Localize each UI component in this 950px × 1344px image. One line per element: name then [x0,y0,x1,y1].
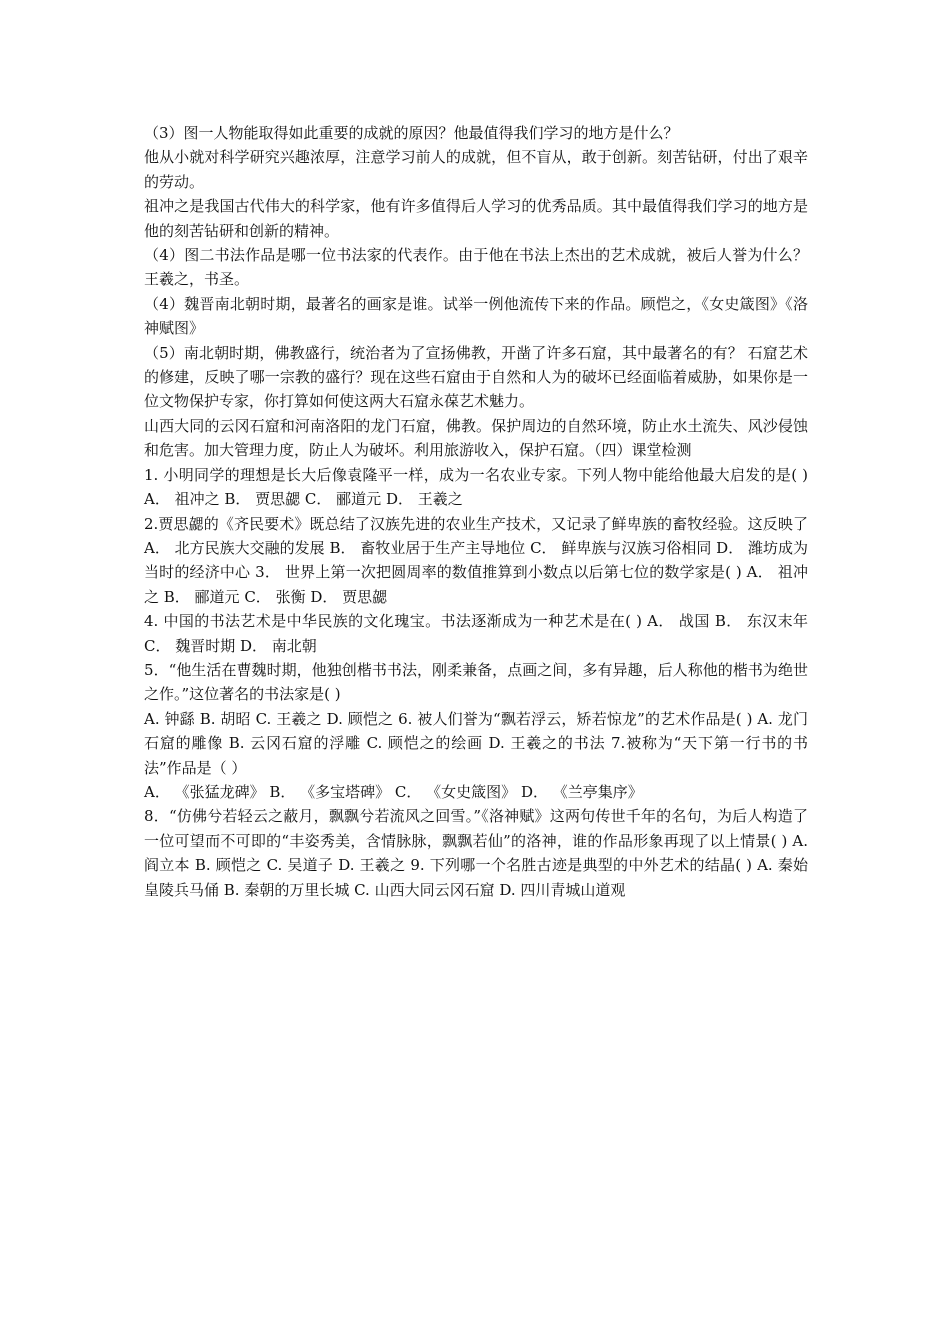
quiz-item-1: 1. 小明同学的理想是长大后像袁隆平一样，成为一名农业专家。下列人物中能给他最大启发的是( ) A． 祖冲之 B． 贾思勰 C． 郦道元 D． 王羲之 [144,465,808,509]
question-4-painter: （4）魏晋南北朝时期，最著名的画家是谁。试举一例他流传下来的作品。顾恺之，《女史箴图》《洛神赋图》 [144,294,808,338]
answer-3-lesson: 祖冲之是我国古代伟大的科学家，他有许多值得后人学习的优秀品质。其中最值得我们学习的地方是他的刻苦钻研和创新的精神。 [144,197,808,240]
quiz-item-7-options: A． 《张猛龙碑》 B． 《多宝塔碑》 C． 《女史箴图》 D． 《兰亭集序》 [144,782,643,801]
answer-5-grottoes: 山西大同的云冈石窟和河南洛阳的龙门石窟，佛教。保护周边的自然环境，防止水土流失、风沙侵蚀和危害。加大管理力度，防止人为破坏。利用旅游收入，保护石窟。（四）课堂检测 [144,416,808,460]
quiz-item-5-6-7: A. 钟繇 B. 胡昭 C. 王羲之 D. 顾恺之 6. 被人们誉为“飘若浮云，矫若惊龙”的艺术作品是( ) A. 龙门石窟的雕像 B. 云冈石窟的浮雕 C. 顾恺之的绘画 D. 王羲之的书法 7.被称为“天下第一行书的书法”作品是（ ） [144,709,808,777]
question-3: （3）图一人物能取得如此重要的成就的原因？他最值得我们学习的地方是什么？ [144,124,679,142]
answer-3-reason: 他从小就对科学研究兴趣浓厚，注意学习前人的成就，但不盲从，敢于创新。刻苦钻研，付出了艰辛的劳动。 [144,148,808,191]
question-4-calligraphy: （4）图二书法作品是哪一位书法家的代表作。由于他在书法上杰出的艺术成就，被后人誉为什么？ 王羲之，书圣。 [144,246,808,289]
document-body [144,121,808,902]
question-5-grottoes: （5）南北朝时期，佛教盛行，统治者为了宣扬佛教，开凿了许多石窟，其中最著名的有？ 石窟艺术的修建，反映了哪一宗教的盛行？现在这些石窟由于自然和人为的破坏已经面临着威胁，如果你是一位文物保护专家，你打算如何使这两大石窟永葆艺术魅力。 [144,343,808,411]
quiz-item-8-9: 8．“仿佛兮若轻云之蔽月，飘飘兮若流风之回雪。”《洛神赋》这两句传世千年的名句，为后人构造了一位可望而不可即的“丰姿秀美，含情脉脉，飘飘若仙”的洛神，谁的作品形象再现了以上情景( ) A. 阎立本 B. 顾恺之 C. 吴道子 D. 王羲之 9. 下列哪一个名胜古迹是典型的中外艺术的结晶( ) A. 秦始皇陵兵马俑 B. 秦朝的万里长城 C. 山西大同云冈石窟 D. 四川青城山道观 [144,807,808,899]
quiz-item-4: 4. 中国的书法艺术是中华民族的文化瑰宝。书法逐渐成为一种艺术是在( ) A． 战国 B． 东汉末年 C． 魏晋时期 D． 南北朝 [144,612,808,655]
quiz-item-2-3: 2.贾思勰的《齐民要术》既总结了汉族先进的农业生产技术，又记录了鲜卑族的畜牧经验。这反映了 A． 北方民族大交融的发展 B． 畜牧业居于生产主导地位 C． 鲜卑族与汉族习俗相同 D． 潍坊成为当时的经济中心 3． 世界上第一次把圆周率的数值推算到小数点以后第七位的数学家是( ) A． 祖冲之 B． 郦道元 C． 张衡 D． 贾思勰 [144,514,808,606]
quiz-item-5: 5．“他生活在曹魏时期，他独创楷书书法，刚柔兼备，点画之间，多有异趣，后人称他的楷书为绝世之作。”这位著名的书法家是( ) [144,660,808,704]
